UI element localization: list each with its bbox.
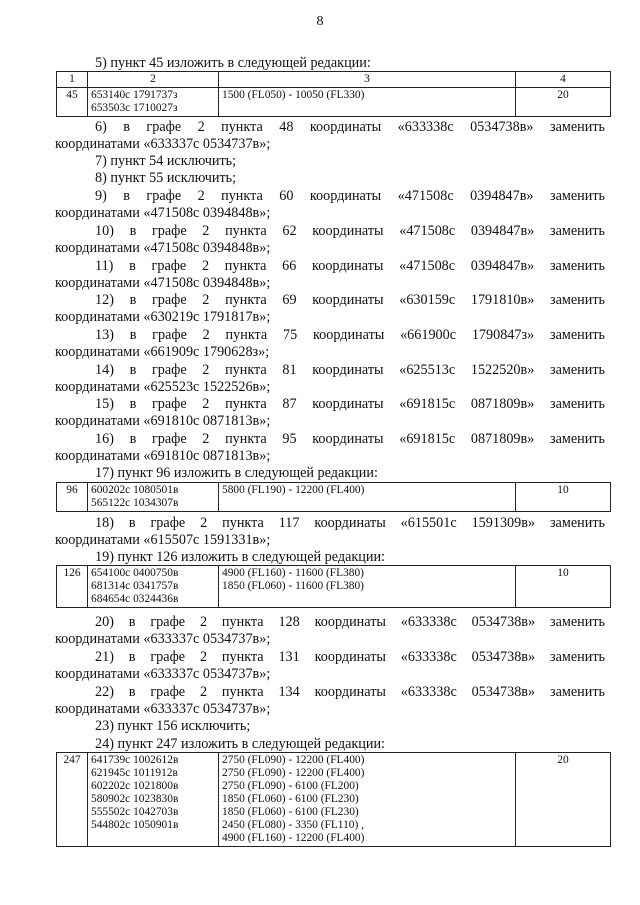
item-8: 8) пункт 55 исключить; [95,170,237,186]
item-18-line-2: координатами «615507с 1591331в»; [55,532,271,548]
coordinate: 580902с 1023830в [91,793,179,805]
item-11-line-2: координатами «471508с 0394848в»; [55,275,271,291]
row-number: 96 [57,483,88,512]
item-5: 5) пункт 45 изложить в следующей редакции: [95,55,371,71]
table-row [57,88,611,117]
coordinate: 641739с 1002612в [91,754,179,766]
table-item-45 [56,71,611,117]
coordinates-cell [88,483,219,512]
level-range: 2750 (FL090) - 6100 (FL200) [222,780,359,792]
coordinate: 653140с 1791737з [91,89,178,101]
row-number: 126 [57,566,88,608]
page-number: 8 [316,14,324,29]
header-col-4: 4 [516,72,611,88]
level-range: 1850 (FL060) - 6100 (FL230) [222,793,359,805]
item-9-line-2: координатами «471508с 0394848в»; [55,205,271,221]
item-18-line-1: 18) в графе 2 пункта 117 координаты «615501с 1591309в» заменить [95,515,605,531]
item-10-line-2: координатами «471508с 0394848в»; [55,240,271,256]
item-10-line-1: 10) в графе 2 пункта 62 координаты «471508с 0394847в» заменить [95,223,605,239]
header-col-1: 1 [57,72,88,88]
table-row [57,753,611,847]
header-col-3: 3 [219,72,516,88]
coordinate: 565122с 1034307в [91,497,179,509]
levels-cell [219,566,516,608]
table-item-247 [56,752,611,847]
item-19: 19) пункт 126 изложить в следующей редакции: [95,549,385,565]
item-6-line-1: 6) в графе 2 пункта 48 координаты «633338с 0534738в» заменить [95,119,605,135]
coordinate: 654100с 0400750в [91,567,179,579]
item-21-line-1: 21) в графе 2 пункта 131 координаты «633338с 0534738в» заменить [95,649,605,665]
coordinate: 684654с 0324436в [91,593,179,605]
item-16-line-2: координатами «691810с 0871813в»; [55,448,271,464]
item-17: 17) пункт 96 изложить в следующей редакции: [95,465,378,481]
item-14-line-2: координатами «625523с 1522526в»; [55,379,271,395]
item-24: 24) пункт 247 изложить в следующей редакции: [95,736,385,752]
item-9-line-1: 9) в графе 2 пункта 60 координаты «471508с 0394847в» заменить [95,188,605,204]
levels-cell [219,753,516,847]
coordinate: 653503с 1710027з [91,102,178,114]
item-14-line-1: 14) в графе 2 пункта 81 координаты «625513с 1522520в» заменить [95,362,605,378]
level-range: 2750 (FL090) - 12200 (FL400) [222,754,365,766]
item-20-line-1: 20) в графе 2 пункта 128 координаты «633338с 0534738в» заменить [95,614,605,630]
item-21-line-2: координатами «633337с 0534737в»; [55,666,271,682]
item-15-line-2: координатами «691810с 0871813в»; [55,413,271,429]
header-col-2: 2 [88,72,219,88]
level-range: 4900 (FL160) - 11600 (FL380) [222,567,364,579]
table-item-126 [56,565,611,608]
value-cell: 10 [516,483,611,512]
level-range: 1500 (FL050) - 10050 (FL330) [222,89,365,101]
item-15-line-1: 15) в графе 2 пункта 87 координаты «691815с 0871809в» заменить [95,396,605,412]
table-row [57,566,611,608]
item-13-line-1: 13) в графе 2 пункта 75 координаты «661900с 1790847з» заменить [95,327,605,343]
item-22-line-2: координатами «633337с 0534737в»; [55,701,271,717]
item-22-line-1: 22) в графе 2 пункта 134 координаты «633338с 0534738в» заменить [95,684,605,700]
item-12-line-2: координатами «630219с 1791817в»; [55,309,271,325]
coordinate: 544802с 1050901в [91,819,179,831]
item-20-line-2: координатами «633337с 0534737в»; [55,631,271,647]
level-range: 5800 (FL190) - 12200 (FL400) [222,484,365,496]
item-13-line-2: координатами «661909с 1790628з»; [55,344,270,360]
row-number: 45 [57,88,88,117]
coordinates-cell [88,753,219,847]
value-cell: 20 [516,753,611,847]
coordinate: 555502с 1042703в [91,806,179,818]
level-range: 1850 (FL060) - 11600 (FL380) [222,580,364,592]
coordinates-cell [88,566,219,608]
coordinate: 681314с 0341757в [91,580,179,592]
value-cell: 10 [516,566,611,608]
levels-cell [219,88,516,117]
level-range: 2750 (FL090) - 12200 (FL400) [222,767,365,779]
item-16-line-1: 16) в графе 2 пункта 95 координаты «691815с 0871809в» заменить [95,431,605,447]
level-range: 1850 (FL060) - 6100 (FL230) [222,806,359,818]
table-row [57,483,611,512]
item-12-line-1: 12) в графе 2 пункта 69 координаты «630159с 1791810в» заменить [95,292,605,308]
value-cell: 20 [516,88,611,117]
row-number: 247 [57,753,88,847]
item-6-line-2: координатами «633337с 0534737в»; [55,136,271,152]
item-23: 23) пункт 156 исключить; [95,718,251,734]
item-11-line-1: 11) в графе 2 пункта 66 координаты «471508с 0394847в» заменить [95,258,605,274]
coordinates-cell [88,88,219,117]
levels-cell [219,483,516,512]
coordinate: 602202с 1021800в [91,780,179,792]
coordinate: 600202с 1080501в [91,484,179,496]
level-range: 2450 (FL080) - 3350 (FL110) , [222,819,364,831]
level-range: 4900 (FL160) - 12200 (FL400) [222,832,365,844]
coordinate: 621945с 1011912в [91,767,178,779]
item-7: 7) пункт 54 исключить; [95,153,237,169]
table-item-96 [56,482,611,512]
